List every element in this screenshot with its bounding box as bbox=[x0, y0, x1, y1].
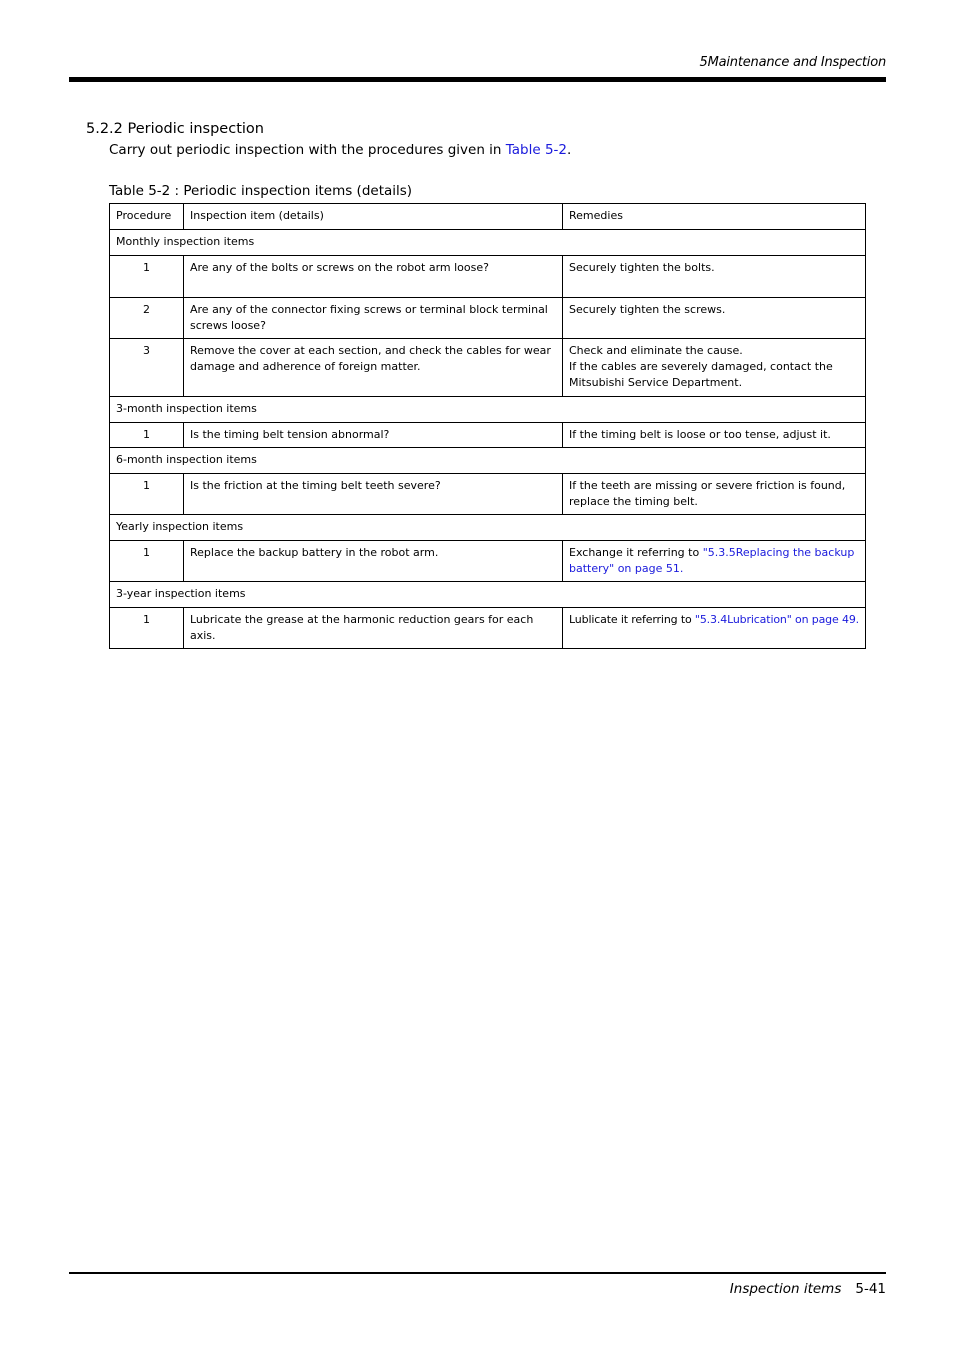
remedy-cell: Securely tighten the screws. bbox=[563, 298, 866, 339]
inspection-table bbox=[109, 203, 866, 649]
footer-section-name: Inspection items bbox=[729, 1281, 842, 1297]
section-title: 5.2.2 Periodic inspection bbox=[86, 121, 264, 137]
table-link[interactable]: Table 5-2 bbox=[505, 142, 568, 158]
table-row bbox=[110, 608, 866, 649]
group-title: 3-year inspection items bbox=[110, 582, 866, 608]
group-title: 3-month inspection items bbox=[110, 397, 866, 423]
column-header-remedies: Remedies bbox=[563, 204, 866, 230]
procedure-cell: 1 bbox=[110, 474, 184, 515]
footer-rule bbox=[69, 1272, 886, 1274]
group-title: Monthly inspection items bbox=[110, 230, 866, 256]
remedy-cell: If the teeth are missing or severe friction is found, replace the timing belt. bbox=[563, 474, 866, 515]
group-title: 6-month inspection items bbox=[110, 448, 866, 474]
lubrication-link[interactable]: "5.3.4Lubrication" on page 49 bbox=[694, 613, 856, 626]
item-cell: Are any of the bolts or screws on the robot arm loose? bbox=[184, 256, 563, 298]
item-cell: Remove the cover at each section, and check the cables for wear damage and adherence of foreign matter. bbox=[184, 339, 563, 397]
column-header-procedure: Procedure bbox=[110, 204, 184, 230]
running-header-title: 5Maintenance and Inspection bbox=[699, 55, 886, 70]
table-row bbox=[110, 298, 866, 339]
remedy-cell bbox=[563, 541, 866, 582]
table-row bbox=[110, 256, 866, 298]
table-header-row bbox=[110, 204, 866, 230]
battery-replacement-link[interactable]: "5.3.5Replacing the backup battery" on page 51 bbox=[569, 546, 855, 575]
group-row-yearly bbox=[110, 515, 866, 541]
remedy-cell bbox=[563, 608, 866, 649]
item-cell: Replace the backup battery in the robot arm. bbox=[184, 541, 563, 582]
item-cell: Is the timing belt tension abnormal? bbox=[184, 423, 563, 448]
procedure-cell: 1 bbox=[110, 608, 184, 649]
header-rule bbox=[69, 77, 886, 82]
page-footer bbox=[730, 1281, 886, 1297]
group-row-3-month bbox=[110, 397, 866, 423]
table-row bbox=[110, 474, 866, 515]
remedy-line: If the cables are severely damaged, contact the Mitsubishi Service Department. bbox=[569, 360, 833, 389]
intro-paragraph bbox=[109, 142, 571, 158]
procedure-cell: 2 bbox=[110, 298, 184, 339]
column-header-item: Inspection item (details) bbox=[184, 204, 563, 230]
remedy-cell: If the timing belt is loose or too tense, adjust it. bbox=[563, 423, 866, 448]
group-row-6-month bbox=[110, 448, 866, 474]
procedure-cell: 3 bbox=[110, 339, 184, 397]
remedy-end: . bbox=[679, 562, 684, 575]
group-row-3-year bbox=[110, 582, 866, 608]
procedure-cell: 1 bbox=[110, 423, 184, 448]
page-number: 5-41 bbox=[855, 1281, 886, 1297]
remedy-cell: Securely tighten the bolts. bbox=[563, 256, 866, 298]
table-caption: Table 5-2 : Periodic inspection items (details) bbox=[109, 183, 413, 199]
item-cell: Are any of the connector fixing screws or terminal block terminal screws loose? bbox=[184, 298, 563, 339]
remedy-cell bbox=[563, 339, 866, 397]
table-row bbox=[110, 541, 866, 582]
table-row bbox=[110, 339, 866, 397]
group-title: Yearly inspection items bbox=[110, 515, 866, 541]
item-cell: Is the friction at the timing belt teeth severe? bbox=[184, 474, 563, 515]
remedy-text: Lublicate it referring to bbox=[569, 613, 695, 626]
remedy-text: Exchange it referring to bbox=[569, 546, 703, 559]
intro-text: Carry out periodic inspection with the procedures given in bbox=[109, 142, 506, 158]
procedure-cell: 1 bbox=[110, 541, 184, 582]
remedy-line: Check and eliminate the cause. bbox=[569, 344, 743, 357]
procedure-cell: 1 bbox=[110, 256, 184, 298]
table-row bbox=[110, 423, 866, 448]
item-cell: Lubricate the grease at the harmonic reduction gears for each axis. bbox=[184, 608, 563, 649]
remedy-end: . bbox=[855, 613, 860, 626]
group-row-monthly bbox=[110, 230, 866, 256]
intro-end: . bbox=[567, 142, 572, 158]
